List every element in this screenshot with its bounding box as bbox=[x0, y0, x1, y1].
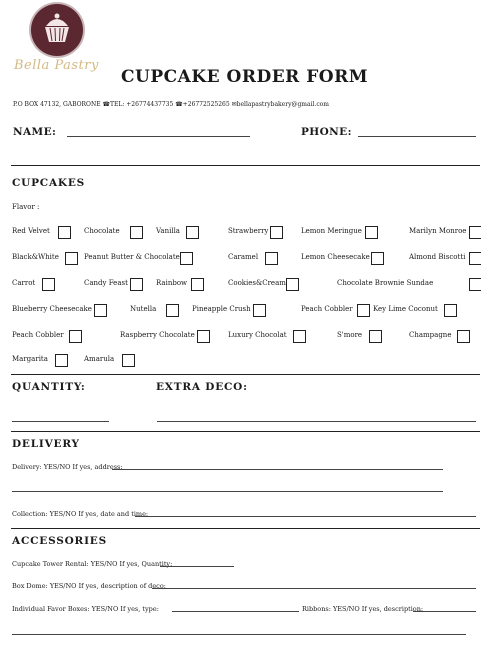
flavor-checkbox[interactable] bbox=[55, 354, 68, 367]
flavor-label: Luxury Chocolat bbox=[228, 331, 287, 339]
flavor-label: Chocolate bbox=[84, 227, 120, 235]
tower-rental-line: Cupcake Tower Rental: YES/NO If yes, Quantity: bbox=[12, 560, 173, 568]
cupcake-icon bbox=[31, 4, 83, 56]
flavor-checkbox[interactable] bbox=[469, 278, 481, 291]
flavor-checkbox[interactable] bbox=[270, 226, 283, 239]
flavor-checkbox[interactable] bbox=[286, 278, 299, 291]
flavor-label: Chocolate Brownie Sundae bbox=[337, 279, 434, 287]
flavor-label: Amarula bbox=[84, 355, 115, 363]
flavor-label: Rainbow bbox=[156, 279, 188, 287]
cupcakes-heading: CUPCAKES bbox=[12, 177, 86, 189]
flavor-checkbox[interactable] bbox=[42, 278, 55, 291]
flavor-label: Caramel bbox=[228, 253, 259, 261]
bakery-logo bbox=[31, 4, 83, 56]
flavor-checkbox[interactable] bbox=[186, 226, 199, 239]
flavor-label: Strawberry bbox=[228, 227, 269, 235]
flavor-label: Raspberry Chocolate bbox=[120, 331, 195, 339]
box-dome-field[interactable] bbox=[152, 588, 476, 589]
quantity-field[interactable] bbox=[12, 421, 109, 422]
flavor-checkbox[interactable] bbox=[197, 330, 210, 343]
flavor-label: Lemon Cheesecake bbox=[301, 253, 370, 261]
divider bbox=[11, 528, 480, 529]
box-dome-line: Box Dome: YES/NO If yes, description of deco: bbox=[12, 582, 166, 590]
quantity-label: QUANTITY: bbox=[12, 381, 86, 393]
flavor-label: S'more bbox=[337, 331, 363, 339]
accessories-heading: ACCESSORIES bbox=[12, 535, 107, 547]
ribbons-line: Ribbons: YES/NO If yes, description: bbox=[302, 605, 424, 613]
delivery-heading: DELIVERY bbox=[12, 438, 80, 450]
flavor-label: Nutella bbox=[130, 305, 157, 313]
delivery-address-field[interactable] bbox=[112, 469, 443, 470]
name-label: NAME: bbox=[13, 126, 57, 138]
address-line: P.O BOX 47132, GABORONE ☎TEL: +26774437735 ☎+26772525265 ✉bellapastrybakery@gmail.com bbox=[13, 101, 329, 108]
flavor-checkbox[interactable] bbox=[65, 252, 78, 265]
delivery-line: Delivery: YES/NO If yes, address: bbox=[12, 463, 123, 471]
flavor-checkbox[interactable] bbox=[365, 226, 378, 239]
flavor-checkbox[interactable] bbox=[369, 330, 382, 343]
flavor-label: Margarita bbox=[12, 355, 48, 363]
flavor-label: Peanut Butter & Chocolate bbox=[84, 253, 180, 261]
collection-field[interactable] bbox=[135, 516, 476, 517]
extra-deco-label: EXTRA DECO: bbox=[156, 381, 248, 393]
flavor-label: Lemon Meringue bbox=[301, 227, 362, 235]
flavor-label: Peach Cobbler bbox=[12, 331, 64, 339]
flavor-checkbox[interactable] bbox=[122, 354, 135, 367]
phone-label: PHONE: bbox=[301, 126, 352, 138]
flavor-label: Carrot bbox=[12, 279, 36, 287]
flavor-label: Almond Biscotti bbox=[409, 253, 466, 261]
flavor-checkbox[interactable] bbox=[371, 252, 384, 265]
flavor-label: Flavor : bbox=[12, 203, 40, 211]
tower-quantity-field[interactable] bbox=[160, 566, 234, 567]
flavor-checkbox[interactable] bbox=[130, 278, 143, 291]
extra-deco-field[interactable] bbox=[157, 421, 476, 422]
extra-notes-field[interactable] bbox=[12, 634, 466, 635]
flavor-label: Key Lime Coconut bbox=[373, 305, 438, 313]
ribbons-field[interactable] bbox=[413, 611, 476, 612]
flavor-checkbox[interactable] bbox=[166, 304, 179, 317]
delivery-address-field-2[interactable] bbox=[12, 491, 443, 492]
flavor-checkbox[interactable] bbox=[469, 252, 481, 265]
flavor-checkbox[interactable] bbox=[94, 304, 107, 317]
flavor-label: Black&White bbox=[12, 253, 59, 261]
flavor-checkbox[interactable] bbox=[357, 304, 370, 317]
favor-type-field[interactable] bbox=[172, 611, 299, 612]
flavor-checkbox[interactable] bbox=[469, 226, 481, 239]
flavor-checkbox[interactable] bbox=[180, 252, 193, 265]
flavor-label: Champagne bbox=[409, 331, 452, 339]
divider bbox=[11, 374, 480, 375]
name-field[interactable] bbox=[67, 136, 250, 137]
divider bbox=[11, 431, 480, 432]
flavor-checkbox[interactable] bbox=[457, 330, 470, 343]
flavor-label: Vanilla bbox=[156, 227, 180, 235]
flavor-checkbox[interactable] bbox=[265, 252, 278, 265]
flavor-label: Blueberry Cheesecake bbox=[12, 305, 92, 313]
flavor-checkbox[interactable] bbox=[130, 226, 143, 239]
flavor-label: Cookies&Cream bbox=[228, 279, 286, 287]
flavor-checkbox[interactable] bbox=[69, 330, 82, 343]
flavor-checkbox[interactable] bbox=[191, 278, 204, 291]
phone-field[interactable] bbox=[358, 136, 476, 137]
flavor-checkbox[interactable] bbox=[444, 304, 457, 317]
flavor-label: Pineapple Crush bbox=[192, 305, 251, 313]
collection-line: Collection: YES/NO If yes, date and time: bbox=[12, 510, 149, 518]
flavor-checkbox[interactable] bbox=[253, 304, 266, 317]
flavor-checkbox[interactable] bbox=[58, 226, 71, 239]
page-title: CUPCAKE ORDER FORM bbox=[121, 67, 369, 87]
flavor-checkbox[interactable] bbox=[293, 330, 306, 343]
favor-boxes-line: Individual Favor Boxes: YES/NO If yes, type: bbox=[12, 605, 159, 613]
flavor-label: Marilyn Monroe bbox=[409, 227, 467, 235]
flavor-label: Red Velvet bbox=[12, 227, 50, 235]
logo-text: Bella Pastry bbox=[14, 58, 99, 73]
flavor-label: Peach Cobbler bbox=[301, 305, 353, 313]
divider bbox=[11, 165, 480, 166]
flavor-label: Candy Feast bbox=[84, 279, 128, 287]
